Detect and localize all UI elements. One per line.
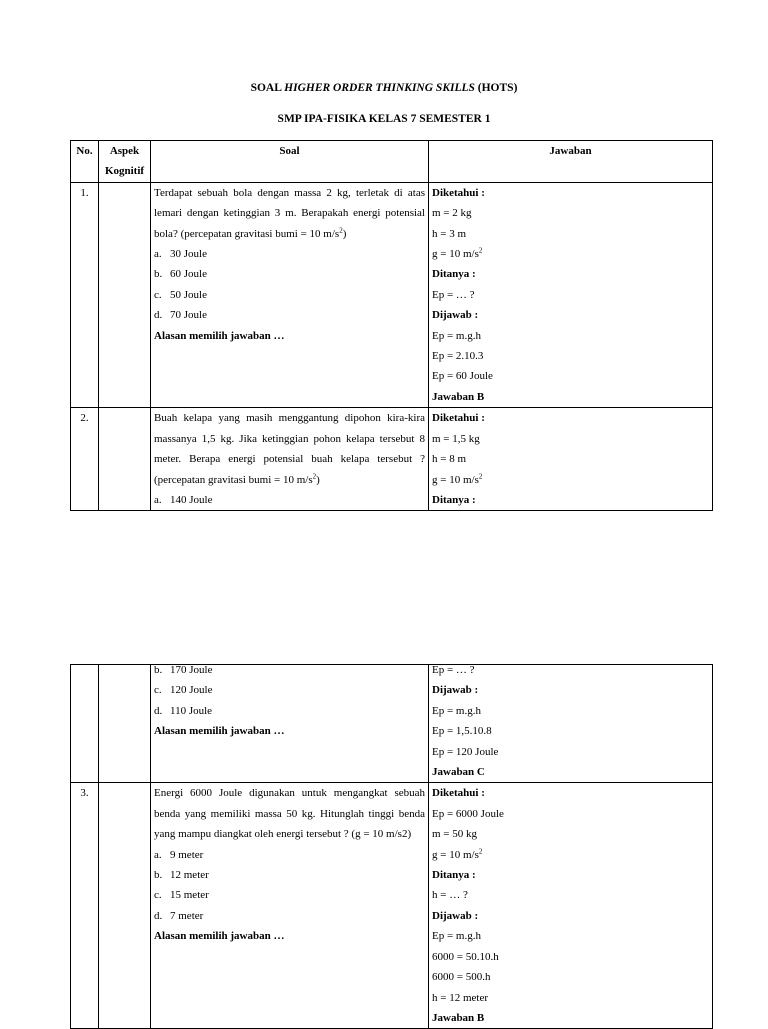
asked-value: Ep = … ? — [432, 664, 475, 676]
question-2-aspek-continued — [99, 665, 151, 783]
final-answer: Jawaban B — [432, 390, 485, 403]
question-3-aspek — [99, 783, 151, 1029]
document-title: SOAL HIGHER ORDER THINKING SKILLS (HOTS) — [250, 82, 518, 94]
solution-step: Ep = 120 Joule — [432, 745, 499, 758]
alasan-prompt: Alasan memilih jawaban … — [154, 329, 285, 342]
table-row — [71, 665, 713, 783]
option-c: c. 120 Joule — [154, 684, 213, 697]
question-text-line: Buah kelapa yang masih menggantung dipohon kira-kira — [154, 412, 425, 425]
hots-table-page-1 — [70, 140, 713, 511]
question-text-line: massanya 1,5 kg. Jika ketinggian pohon kelapa tersebut 8 — [154, 432, 425, 445]
known-value: g = 10 $m/s^2$ — [432, 847, 483, 861]
header-aspek-kognitif: Aspek Kognitif — [99, 141, 151, 183]
asked-value: Ep = … ? — [432, 288, 475, 301]
question-text-line: benda yang memiliki massa 50 kg. Hitunglah tinggi benda — [154, 807, 425, 820]
alasan-prompt: Alasan memilih jawaban … — [154, 930, 285, 943]
option-a: a. 140 Joule — [154, 493, 213, 506]
option-a: a. 30 Joule — [154, 248, 207, 261]
option-c: c. 50 Joule — [154, 288, 207, 301]
known-value: g = 10 $m/s^2$ — [432, 471, 483, 486]
question-3-jawaban — [429, 783, 713, 1029]
question-2-jawaban-part-1 — [429, 408, 713, 511]
dijawab-label: Dijawab : — [432, 309, 479, 322]
known-value: h = 8 m — [432, 453, 467, 466]
solution-step: 6000 = 500.h — [432, 971, 491, 984]
question-2-aspek — [99, 408, 151, 511]
question-3-number: 3. — [71, 783, 99, 1029]
alasan-prompt: Alasan memilih jawaban … — [154, 725, 285, 738]
question-1-aspek — [99, 182, 151, 407]
question-text-line: Terdapat sebuah bola dengan massa 2 kg, terletak di atas — [154, 186, 425, 199]
question-1-jawaban — [429, 182, 713, 407]
table-header-row — [71, 141, 713, 183]
question-text-line: meter. Berapa energi potensial buah kelapa tersebut ? — [154, 453, 425, 466]
option-d: d. 70 Joule — [154, 309, 207, 322]
known-value: h = 3 m — [432, 227, 467, 240]
option-b: b. 60 Joule — [154, 268, 207, 281]
question-text-line: lemari dengan ketinggian 3 m. Berapakah energi potensial — [154, 207, 425, 220]
question-2-number-continued — [71, 665, 99, 783]
ditanya-label: Ditanya : — [432, 869, 476, 882]
document-subtitle: SMP IPA-FISIKA KELAS 7 SEMESTER 1 — [277, 113, 491, 125]
table-row — [71, 408, 713, 511]
known-value: Ep = 6000 Joule — [432, 807, 504, 820]
table-row — [71, 783, 713, 1029]
diketahui-label: Diketahui : — [432, 412, 485, 425]
hots-table-page-2 — [70, 664, 713, 1029]
table-row — [71, 182, 713, 407]
diketahui-label: Diketahui : — [432, 186, 485, 199]
header-soal: Soal — [151, 141, 429, 183]
question-3-soal — [151, 783, 429, 1029]
solution-step: Ep = m.g.h — [432, 329, 481, 342]
question-1-number: 1. — [71, 182, 99, 407]
known-value: g = 10 $m/s^2$ — [432, 246, 483, 261]
question-1-soal — [151, 182, 429, 407]
solution-step: 6000 = 50.10.h — [432, 950, 499, 963]
question-2-soal-continued — [151, 665, 429, 783]
known-value: m = 2 kg — [432, 207, 472, 220]
dijawab-label: Dijawab : — [432, 909, 479, 922]
option-b: b. 170 Joule — [154, 664, 213, 676]
solution-step: Ep = m.g.h — [432, 930, 481, 943]
header-no: No. — [71, 141, 99, 183]
solution-step: Ep = 1,5.10.8 — [432, 725, 492, 738]
option-d: d. 7 meter — [154, 909, 204, 922]
final-answer: Jawaban B — [432, 1011, 485, 1024]
ditanya-label: Ditanya : — [432, 493, 476, 506]
header-jawaban: Jawaban — [429, 141, 713, 183]
question-text-line: (percepatan gravitasi bumi = 10 $m/s^2$) — [154, 471, 320, 486]
option-b: b. 12 meter — [154, 869, 209, 882]
question-text-line: bola? (percepatan gravitasi bumi = 10 $m/s^2$) — [154, 225, 347, 240]
ditanya-label: Ditanya : — [432, 268, 476, 281]
final-answer: Jawaban C — [432, 766, 485, 779]
option-c: c. 15 meter — [154, 889, 209, 902]
dijawab-label: Dijawab : — [432, 684, 479, 697]
solution-step: Ep = m.g.h — [432, 704, 481, 717]
question-2-soal — [151, 408, 429, 511]
known-value: m = 50 kg — [432, 828, 478, 841]
solution-step: Ep = 60 Joule — [432, 370, 493, 383]
question-2-number: 2. — [71, 408, 99, 511]
asked-value: h = … ? — [432, 889, 468, 902]
option-a: a. 9 meter — [154, 848, 204, 861]
question-text-line: Energi 6000 Joule digunakan untuk mengangkat sebuah — [154, 787, 425, 800]
question-text-line: yang mampu diangkat oleh energi tersebut ? (g = 10 m/s2) — [154, 828, 412, 841]
diketahui-label: Diketahui : — [432, 787, 485, 800]
solution-step: h = 12 meter — [432, 991, 488, 1004]
option-d: d. 110 Joule — [154, 704, 213, 717]
solution-step: Ep = 2.10.3 — [432, 350, 484, 363]
question-2-jawaban-part-2 — [429, 665, 713, 783]
known-value: m = 1,5 kg — [432, 432, 480, 445]
